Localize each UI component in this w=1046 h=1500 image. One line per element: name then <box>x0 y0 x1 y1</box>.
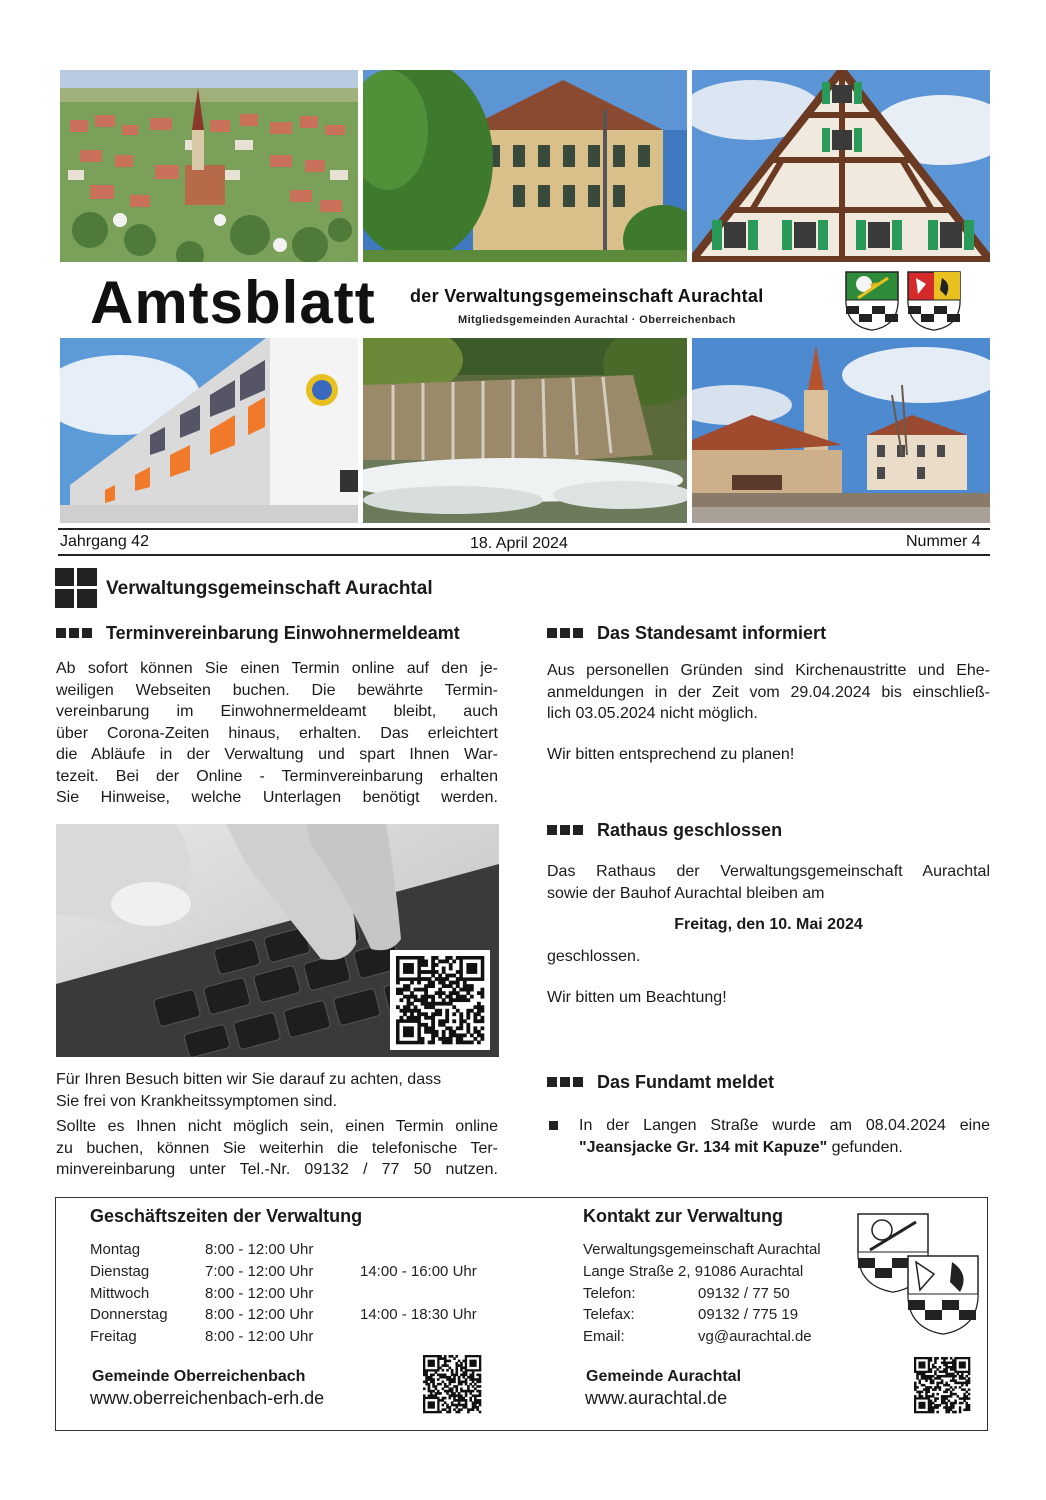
standesamt-line: lich 03.05.2024 nicht möglich. <box>547 705 758 722</box>
rathaus-paragraph <box>547 861 990 904</box>
hours-row <box>90 1283 500 1305</box>
termin-line: tezeit. Bei der Online - Terminvereinbarung erhalten <box>56 767 498 785</box>
fundamt-list-bullet-icon <box>549 1121 558 1130</box>
aurachtal-crest-icon <box>844 270 900 332</box>
section-title: Verwaltungsgemeinschaft Aurachtal <box>106 578 433 599</box>
hours-afternoon: 14:00 - 16:00 Uhr <box>360 1262 477 1280</box>
section-squares-icon <box>55 568 97 608</box>
contact-block <box>583 1239 821 1348</box>
hours-morning: 8:00 - 12:00 Uhr <box>205 1328 314 1346</box>
termin-line: weiligen Webseiten buchen. Die bewährte Termin- <box>56 681 498 699</box>
rathaus-closed: geschlossen. <box>547 948 641 965</box>
rathaus-date: Freitag, den 10. Mai 2024 <box>674 916 863 933</box>
rathaus-line: Das Rathaus der Verwaltungsgemeinschaft Aurachtal <box>547 863 990 880</box>
village-aerial-photo <box>60 70 358 270</box>
hours-morning: 8:00 - 12:00 Uhr <box>205 1306 314 1324</box>
hours-day: Montag <box>90 1241 141 1258</box>
phone-line: zu buchen, können Sie weiterhin die telefonische Ter- <box>56 1139 498 1157</box>
hours-row <box>90 1261 500 1283</box>
info-box <box>55 1197 988 1431</box>
contact-label: Telefon: <box>583 1284 636 1302</box>
hours-row <box>90 1304 500 1326</box>
masthead-banner <box>60 262 990 338</box>
contact-label: Email: <box>583 1328 625 1346</box>
hours-day: Mittwoch <box>90 1284 150 1302</box>
standesamt-note: Wir bitten entsprechend zu planen! <box>547 746 795 763</box>
visit-paragraph <box>56 1069 498 1112</box>
fundamt-paragraph <box>579 1115 990 1158</box>
contact-row <box>583 1326 821 1348</box>
hours-afternoon: 14:00 - 18:30 Uhr <box>360 1306 477 1324</box>
standesamt-line: anmeldungen in der Zeit vom 29.04.2024 bis einschließ- <box>547 683 990 701</box>
hours-row <box>90 1239 500 1261</box>
hours-row <box>90 1326 500 1348</box>
phone-line: Sollte es Ihnen nicht möglich sein, einen Termin online <box>56 1118 498 1135</box>
fundamt-line2-rest: gefunden. <box>827 1138 903 1156</box>
termin-line: Ab sofort können Sie einen Termin online auf den je- <box>56 660 498 677</box>
aura-url-link[interactable]: www.aurachtal.de <box>585 1388 728 1408</box>
visit-line: Für Ihren Besuch bitten wir Sie darauf zu achten, dass <box>56 1071 442 1088</box>
church-photo <box>692 335 990 523</box>
hours-table <box>90 1239 500 1348</box>
waterfall-photo <box>363 335 687 523</box>
standesamt-heading: Das Standesamt informiert <box>597 623 827 643</box>
fundamt-heading: Das Fundamt meldet <box>597 1072 775 1092</box>
hours-morning: 8:00 - 12:00 Uhr <box>205 1241 314 1258</box>
termin-bullet-icon <box>56 628 92 638</box>
termin-qr-code-icon <box>390 950 490 1050</box>
hours-morning: 8:00 - 12:00 Uhr <box>205 1284 314 1302</box>
oberreichenbach-crest-icon <box>906 270 962 332</box>
hours-day: Freitag <box>90 1328 137 1346</box>
issue-top-rule <box>58 528 990 530</box>
contact-row <box>583 1283 821 1305</box>
fundamt-bullet-icon <box>547 1077 583 1087</box>
hours-afternoon <box>360 1326 500 1348</box>
rathaus-bullet-icon <box>547 825 583 835</box>
contact-row <box>583 1304 821 1326</box>
standesamt-bullet-icon <box>547 628 583 638</box>
rathaus-note: Wir bitten um Beachtung! <box>547 989 727 1006</box>
issue-number: Nummer 4 <box>906 533 981 550</box>
issue-date: 18. April 2024 <box>470 535 568 552</box>
contact-label: Telefax: <box>583 1306 635 1324</box>
termin-line: über Corona-Zeiten hinaus, erhalten. Das erleichtert <box>56 724 498 742</box>
masthead-subtitle: der Verwaltungsgemeinschaft Aurachtal <box>410 286 764 306</box>
masthead-members: Mitgliedsgemeinden Aurachtal · Oberreichenbach <box>458 314 736 326</box>
ober-qr-code-icon <box>419 1351 485 1417</box>
rathaus-heading: Rathaus geschlossen <box>597 820 783 840</box>
timber-house-photo <box>692 70 990 270</box>
hours-afternoon <box>360 1239 500 1261</box>
school-photo <box>60 335 358 523</box>
hours-morning: 7:00 - 12:00 Uhr <box>205 1262 314 1280</box>
aura-qr-code-icon <box>910 1353 974 1417</box>
contact-address: Lange Straße 2, 91086 Aurachtal <box>583 1262 804 1280</box>
contact-crests-icon <box>856 1212 980 1336</box>
phone-line: minvereinbarung unter Tel.-Nr. 09132 / 77 50 nutzen. <box>56 1161 498 1178</box>
fundamt-line2 <box>579 1137 990 1159</box>
termin-line: vereinbarung im Einwohnermeldeamt bleibt, auch <box>56 703 498 720</box>
contact-value: 09132 / 775 19 <box>698 1306 799 1324</box>
fundamt-line: In der Langen Straße wurde am 08.04.2024 eine <box>579 1117 990 1134</box>
contact-email-link[interactable]: vg@aurachtal.de <box>698 1328 812 1346</box>
ober-url-link[interactable]: www.oberreichenbach-erh.de <box>90 1388 325 1408</box>
hours-afternoon <box>360 1283 500 1305</box>
aura-name: Gemeinde Aurachtal <box>586 1368 742 1385</box>
hours-day: Donnerstag <box>90 1306 168 1324</box>
town-hall-photo <box>363 70 687 270</box>
termin-paragraph <box>56 658 498 809</box>
standesamt-line: Aus personellen Gründen sind Kirchenaustritte und Ehe- <box>547 662 990 679</box>
hours-day: Dienstag <box>90 1262 150 1280</box>
fundamt-item: "Jeansjacke Gr. 134 mit Kapuze" <box>579 1138 828 1156</box>
visit-line: Sie frei von Krankheitssymptomen sind. <box>56 1092 338 1110</box>
contact-value: 09132 / 77 50 <box>698 1284 790 1302</box>
contact-org: Verwaltungsgemeinschaft Aurachtal <box>583 1241 821 1258</box>
termin-heading: Terminvereinbarung Einwohnermeldeamt <box>106 623 460 643</box>
contact-heading: Kontakt zur Verwaltung <box>583 1206 784 1226</box>
phone-paragraph <box>56 1116 498 1181</box>
rathaus-line: sowie der Bauhof Aurachtal bleiben am <box>547 884 825 902</box>
termin-line: die Abläufe in der Verwaltung und spart Ihnen War- <box>56 746 498 763</box>
standesamt-paragraph <box>547 660 990 725</box>
termin-line: Sie Hinweise, welche Unterlagen benötigt werden. <box>56 789 498 806</box>
ober-name: Gemeinde Oberreichenbach <box>92 1368 306 1385</box>
issue-volume: Jahrgang 42 <box>60 533 149 550</box>
issue-bottom-rule <box>58 554 990 556</box>
masthead-title: Amtsblatt <box>90 269 376 336</box>
hours-heading: Geschäftszeiten der Verwaltung <box>90 1206 363 1226</box>
